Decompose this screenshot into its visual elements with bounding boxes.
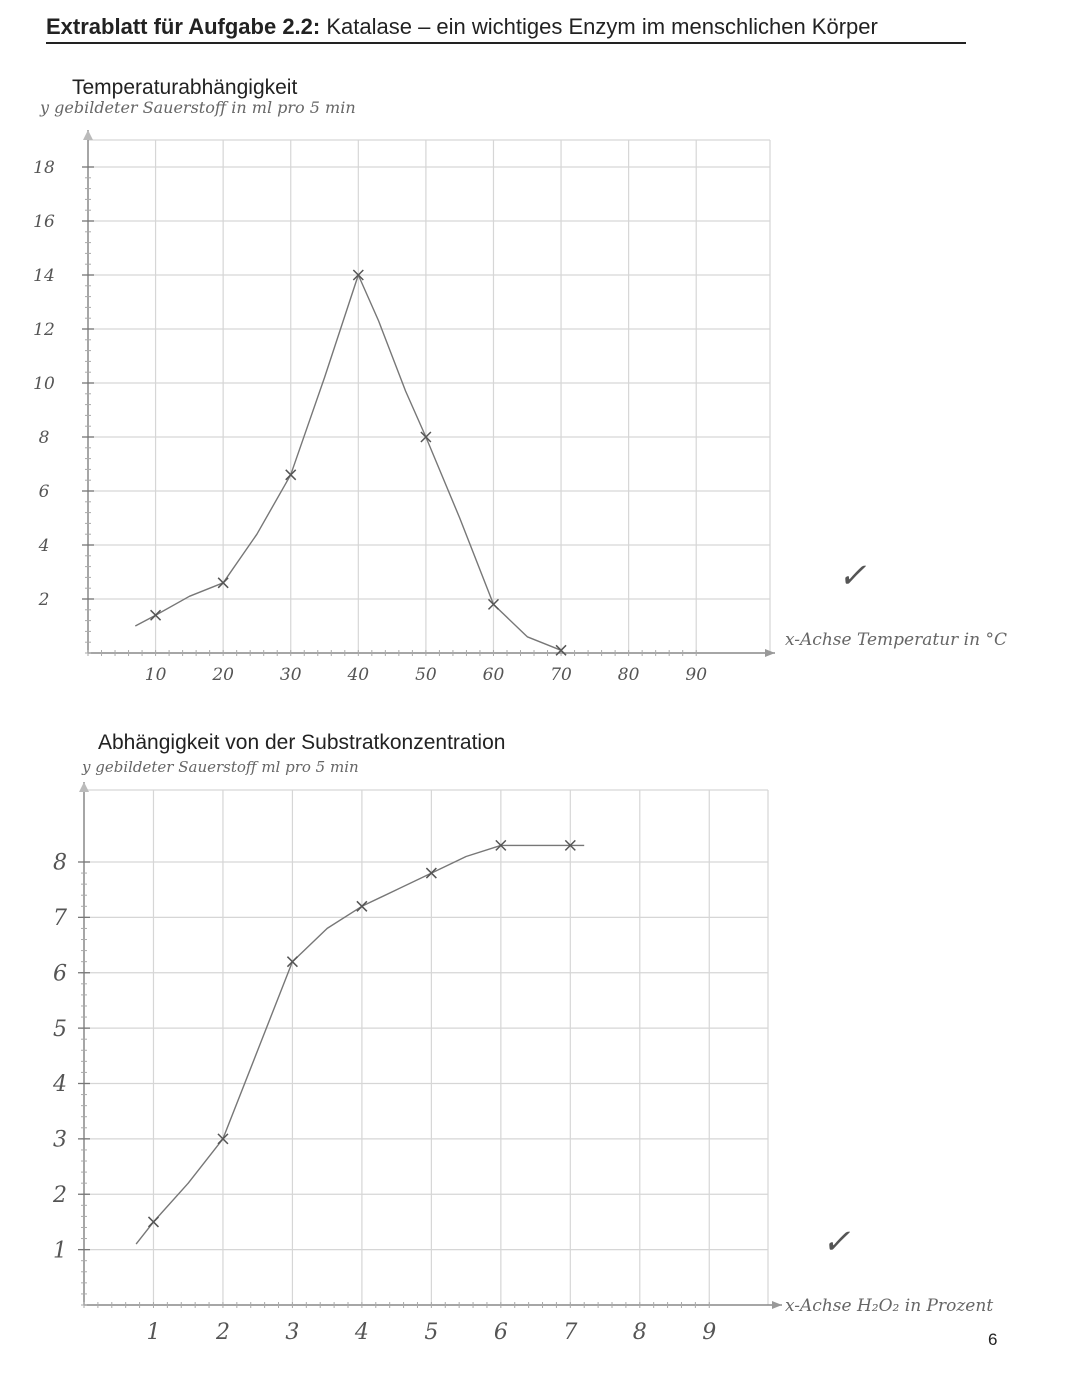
chart1-y-tick-label: 12	[33, 319, 55, 340]
chart1-y-tick-label: 6	[38, 481, 50, 502]
chart2-x-tick-label: 7	[563, 1320, 578, 1345]
chart2-x-axis-arrow-icon	[772, 1301, 782, 1309]
chart2-y-tick-label: 4	[53, 1072, 67, 1098]
chart1-title: Temperaturabhängigkeit	[72, 76, 298, 99]
chart2-x-axis-label: x-Achse H₂O₂ in Prozent	[785, 1296, 994, 1316]
chart2-y-axis-arrow-icon	[79, 782, 89, 792]
chart1-x-axis-label: x-Achse Temperatur in °C	[785, 630, 1007, 650]
chart2-x-tick-label: 3	[285, 1320, 300, 1345]
chart1-check-mark-icon: ✓	[838, 556, 867, 596]
chart1-y-tick-label: 4	[38, 535, 50, 556]
chart1-y-tick-label: 18	[33, 157, 55, 178]
chart2-y-tick-label: 5	[53, 1016, 67, 1042]
chart1-x-tick-label: 70	[550, 665, 572, 685]
chart2-x-tick-label: 6	[493, 1320, 508, 1345]
chart1-y-tick-label: 2	[38, 589, 50, 610]
chart2-y-tick-label: 8	[53, 850, 67, 876]
chart2-title: Abhängigkeit von der Substratkonzentration	[98, 731, 506, 754]
header-topic: Katalase – ein wichtiges Enzym im menschlichen Körper	[326, 14, 878, 39]
chart2-x-tick-label: 9	[702, 1320, 717, 1345]
chart2-y-axis-label: y gebildeter Sauerstoff ml pro 5 min	[82, 758, 359, 776]
page-number: 6	[988, 1330, 998, 1349]
chart1-x-tick-label: 40	[347, 665, 370, 685]
chart2-y-tick-label: 1	[53, 1238, 67, 1264]
chart1-y-tick-label: 16	[33, 211, 55, 232]
chart2-x-tick-label: 2	[215, 1320, 230, 1345]
chart1-x-tick-label: 50	[415, 665, 437, 685]
chart1-x-tick-label: 10	[144, 665, 167, 685]
chart2-check-mark-icon: ✓	[822, 1222, 851, 1262]
header-task-label: Extrablatt für Aufgabe 2.2:	[46, 14, 321, 39]
chart2-y-tick-label: 2	[53, 1182, 67, 1208]
chart1-y-axis-label: y gebildeter Sauerstoff in ml pro 5 min	[40, 98, 356, 117]
chart1-x-tick-label: 30	[279, 665, 302, 685]
chart1-x-tick-label: 80	[617, 665, 640, 685]
chart2-x-tick-label: 5	[424, 1320, 439, 1345]
chart1-x-tick-label: 20	[212, 665, 234, 685]
chart1-x-tick-label: 60	[482, 665, 505, 685]
chart1-x-tick-label: 90	[685, 665, 708, 685]
chart2-x-tick-label: 8	[632, 1320, 647, 1345]
chart1-y-tick-label: 10	[33, 373, 55, 394]
chart2-y-tick-label: 6	[53, 961, 67, 987]
chart2-x-tick-label: 4	[354, 1320, 369, 1345]
chart2-y-tick-label: 3	[53, 1127, 67, 1153]
chart2-x-tick-label: 1	[146, 1320, 161, 1345]
chart1-y-tick-label: 14	[33, 265, 55, 286]
chart2-y-tick-label: 7	[53, 906, 67, 932]
chart1-y-tick-label: 8	[38, 427, 50, 448]
